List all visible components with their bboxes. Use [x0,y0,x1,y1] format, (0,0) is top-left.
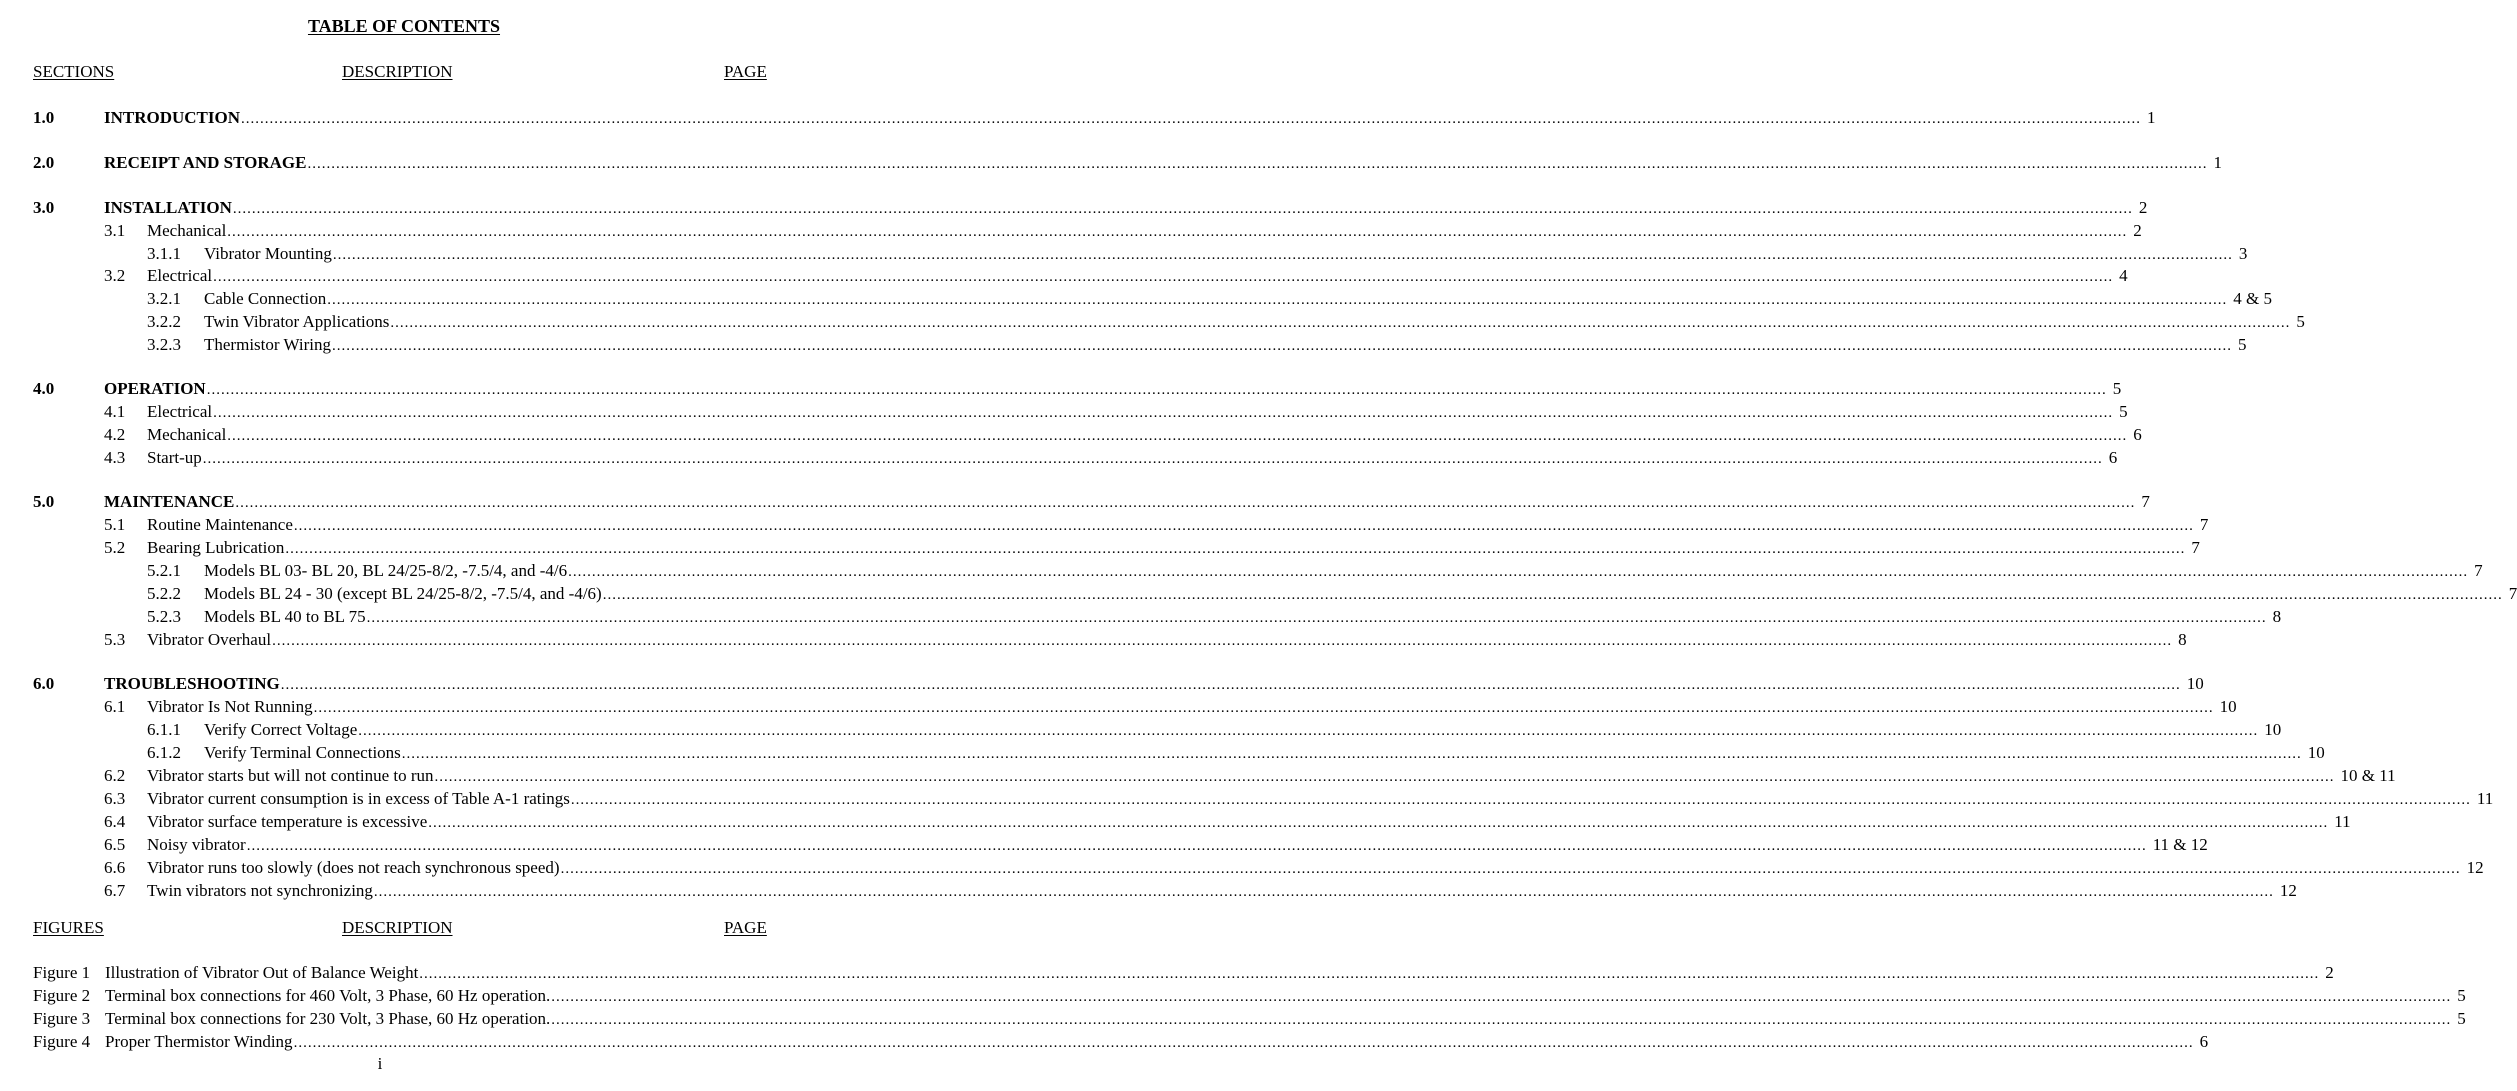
toc-entry-title: Start-up [147,448,202,467]
toc-entry-title: Models BL 03- BL 20, BL 24/25-8/2, -7.5/4, and -4/6 [204,561,568,580]
description-header: DESCRIPTION [342,62,453,81]
toc-entry[interactable] [147,788,2494,810]
toc-number: 5.0 [33,492,55,511]
toc-entry[interactable] [104,152,2222,174]
toc-number: 5.2.2 [147,584,181,603]
figure-entry-title: Illustration of Vibrator Out of Balance Weight [105,963,419,982]
toc-entry-title: Routine Maintenance [147,515,293,534]
toc-entry-title: Twin vibrators not synchronizing [147,881,373,900]
toc-number: 3.1.1 [147,244,181,263]
dot-leader: ................................................................................................................................................................................................................................................................................................................................................................................................................ [235,495,2136,511]
toc-number: 4.0 [33,379,55,398]
toc-entry-page: 12 [2279,881,2297,900]
toc-entry-page: 2 [2133,221,2142,240]
dot-leader: ................................................................................................................................................................................................................................................................................................................................................................................................................ [428,815,2329,831]
toc-entry-page: 6 [2108,448,2118,467]
toc-entry-page: 7 [2508,584,2517,603]
figure-number: Figure 2 [33,986,91,1005]
toc-entry-page: 6 [2133,425,2142,444]
toc-number: 6.1 [104,697,126,716]
toc-number: 5.3 [104,630,126,649]
toc-number: 6.3 [104,789,126,808]
dot-leader: ................................................................................................................................................................................................................................................................................................................................................................................................................ [551,989,2452,1005]
figure-entry-page: 5 [2457,1009,2466,1028]
dot-leader: ................................................................................................................................................................................................................................................................................................................................................................................................................ [241,111,2142,127]
toc-entry[interactable] [147,857,2484,879]
dot-leader: ................................................................................................................................................................................................................................................................................................................................................................................................................ [227,224,2128,240]
dot-leader: ................................................................................................................................................................................................................................................................................................................................................................................................................ [390,315,2291,331]
toc-entry-title: Electrical [147,402,213,421]
toc-entry[interactable] [204,288,2273,310]
toc-entry-title: INTRODUCTION [104,108,241,127]
figures-page-header: PAGE [724,918,767,937]
toc-entry-page: 1 [2213,153,2222,172]
toc-entry[interactable] [104,673,2204,695]
toc-entry-title: Bearing Lubrication [147,538,285,557]
toc-entry-page: 4 & 5 [2233,289,2273,308]
toc-entry-title: Cable Connection [204,289,327,308]
dot-leader: ................................................................................................................................................................................................................................................................................................................................................................................................................ [570,792,2471,808]
toc-number: 4.3 [104,448,126,467]
toc-number: 6.1.2 [147,743,181,762]
toc-entry-page: 5 [2112,379,2122,398]
dot-leader: ................................................................................................................................................................................................................................................................................................................................................................................................................ [313,700,2214,716]
page-number: i [377,1054,383,1073]
toc-entry[interactable] [104,107,2156,129]
toc-entry-title: Models BL 24 - 30 (except BL 24/25-8/2, -7.5/4, and -4/6) [204,584,602,603]
toc-number: 3.2.3 [147,335,181,354]
toc-entry-page: 5 [2237,335,2247,354]
toc-entry-title: Vibrator runs too slowly (does not reach synchronous speed) [147,858,560,877]
toc-number: 3.1 [104,221,126,240]
toc-entry-title: TROUBLESHOOTING [104,674,280,693]
toc-number: 3.2.2 [147,312,181,331]
dot-leader: ................................................................................................................................................................................................................................................................................................................................................................................................................ [213,269,2114,285]
figure-entry-page: 2 [2325,963,2334,982]
toc-entry-title: Verify Terminal Connections [204,743,401,762]
figures-header: FIGURES [33,918,104,937]
figure-entry-title: Terminal box connections for 230 Volt, 3 Phase, 60 Hz operation. [105,1009,551,1028]
toc-number: 3.2.1 [147,289,181,308]
dot-leader: ................................................................................................................................................................................................................................................................................................................................................................................................................ [373,884,2274,900]
toc-number: 6.7 [104,881,126,900]
figure-entry-title: Proper Thermistor Winding [105,1032,293,1051]
toc-entry[interactable] [104,378,2122,400]
toc-entry-title: Vibrator Mounting [204,244,332,263]
toc-entry-page: 4 [2119,266,2128,285]
toc-entry-title: Vibrator Is Not Running [147,697,313,716]
toc-entry[interactable] [147,537,2200,559]
dot-leader: ................................................................................................................................................................................................................................................................................................................................................................................................................ [568,564,2469,580]
toc-entry-title: Verify Correct Voltage [204,720,358,739]
toc-entry-page: 10 [2219,697,2237,716]
toc-entry-title: Models BL 40 to BL 75 [204,607,366,626]
figure-entry-title: Terminal box connections for 460 Volt, 3 Phase, 60 Hz operation. [105,986,551,1005]
page-header: PAGE [724,62,767,81]
toc-entry-page: 1 [2147,108,2156,127]
dot-leader: ................................................................................................................................................................................................................................................................................................................................................................................................................ [327,292,2228,308]
toc-entry[interactable] [204,243,2248,265]
toc-entry-title: Mechanical [147,221,227,240]
figure-entry[interactable] [105,985,2466,1007]
toc-entry-page: 10 [2307,743,2325,762]
toc-number: 6.4 [104,812,126,831]
toc-entry[interactable] [104,197,2148,219]
toc-number: 6.6 [104,858,126,877]
toc-entry-page: 11 [2476,789,2494,808]
toc-entry[interactable] [204,560,2483,582]
dot-leader: ................................................................................................................................................................................................................................................................................................................................................................................................................ [272,633,2173,649]
dot-leader: ................................................................................................................................................................................................................................................................................................................................................................................................................ [331,338,2232,354]
dot-leader: ................................................................................................................................................................................................................................................................................................................................................................................................................ [401,746,2302,762]
toc-entry-page: 7 [2199,515,2209,534]
toc-entry-page: 7 [2191,538,2200,557]
toc-entry-title: Twin Vibrator Applications [204,312,390,331]
toc-entry-title: MAINTENANCE [104,492,235,511]
toc-entry[interactable] [147,880,2297,902]
toc-entry[interactable] [147,696,2237,718]
figure-entry-page: 5 [2457,986,2466,1005]
dot-leader: ................................................................................................................................................................................................................................................................................................................................................................................................................ [358,723,2259,739]
dot-leader: ................................................................................................................................................................................................................................................................................................................................................................................................................ [293,1035,2194,1051]
dot-leader: ................................................................................................................................................................................................................................................................................................................................................................................................................ [307,156,2208,172]
toc-number: 5.1 [104,515,126,534]
figure-entry[interactable] [105,1031,2209,1053]
page-title: TABLE OF CONTENTS [307,16,501,36]
dot-leader: ................................................................................................................................................................................................................................................................................................................................................................................................................ [602,587,2503,603]
toc-number: 3.0 [33,198,55,217]
toc-entry[interactable] [147,265,2128,287]
toc-entry-title: Vibrator current consumption is in excess of Table A-1 ratings [147,789,570,808]
toc-entry[interactable] [147,401,2128,423]
toc-number: 5.2.1 [147,561,181,580]
toc-entry[interactable] [147,629,2187,651]
dot-leader: ................................................................................................................................................................................................................................................................................................................................................................................................................ [285,541,2186,557]
dot-leader: ................................................................................................................................................................................................................................................................................................................................................................................................................ [434,769,2335,785]
dot-leader: ................................................................................................................................................................................................................................................................................................................................................................................................................ [551,1012,2452,1028]
figure-number: Figure 3 [33,1009,91,1028]
toc-entry-title: Mechanical [147,425,227,444]
dot-leader: ................................................................................................................................................................................................................................................................................................................................................................................................................ [206,382,2107,398]
toc-entry[interactable] [147,447,2118,469]
dot-leader: ................................................................................................................................................................................................................................................................................................................................................................................................................ [280,677,2181,693]
toc-entry-title: Vibrator surface temperature is excessive [147,812,428,831]
figure-number: Figure 1 [33,963,91,982]
toc-entry-page: 3 [2238,244,2248,263]
toc-entry-page: 11 & 12 [2152,835,2208,854]
toc-entry-title: RECEIPT AND STORAGE [104,153,307,172]
toc-entry[interactable] [204,583,2517,605]
toc-entry-title: OPERATION [104,379,206,398]
toc-entry[interactable] [204,334,2247,356]
dot-leader: ................................................................................................................................................................................................................................................................................................................................................................................................................ [560,861,2461,877]
toc-entry-page: 8 [2272,607,2282,626]
dot-leader: ................................................................................................................................................................................................................................................................................................................................................................................................................ [232,201,2133,217]
toc-entry-title: Vibrator starts but will not continue to run [147,766,434,785]
toc-number: 6.2 [104,766,126,785]
toc-entry-page: 5 [2119,402,2128,421]
toc-entry-page: 10 [2264,720,2282,739]
sections-header: SECTIONS [33,62,115,81]
dot-leader: ................................................................................................................................................................................................................................................................................................................................................................................................................ [227,428,2128,444]
toc-entry-title: Thermistor Wiring [204,335,331,354]
toc-number: 3.2 [104,266,126,285]
toc-entry-title: Noisy vibrator [147,835,246,854]
toc-entry-title: INSTALLATION [104,198,232,217]
toc-number: 5.2.3 [147,607,181,626]
toc-number: 4.2 [104,425,126,444]
toc-number: 4.1 [104,402,126,421]
toc-number: 6.1.1 [147,720,181,739]
dot-leader: ................................................................................................................................................................................................................................................................................................................................................................................................................ [293,518,2194,534]
toc-entry-page: 8 [2178,630,2187,649]
figure-entry-page: 6 [2199,1032,2209,1051]
toc-entry-title: Electrical [147,266,213,285]
figure-entry[interactable] [105,962,2334,984]
toc-number: 2.0 [33,153,55,172]
toc-entry-title: Vibrator Overhaul [147,630,272,649]
figure-entry[interactable] [105,1008,2466,1030]
toc-entry-page: 5 [2296,312,2305,331]
toc-entry-page: 11 [2334,812,2351,831]
toc-entry[interactable] [147,514,2209,536]
figure-number: Figure 4 [33,1032,91,1051]
toc-entry[interactable] [147,220,2142,242]
toc-entry[interactable] [147,834,2208,856]
toc-number: 1.0 [33,108,55,127]
toc-entry[interactable] [204,606,2282,628]
figures-description-header: DESCRIPTION [342,918,453,937]
toc-entry-page: 10 & 11 [2340,766,2396,785]
dot-leader: ................................................................................................................................................................................................................................................................................................................................................................................................................ [202,451,2103,467]
toc-number: 6.5 [104,835,126,854]
toc-entry[interactable] [204,719,2282,741]
toc-number: 6.0 [33,674,55,693]
toc-entry[interactable] [204,311,2305,333]
dot-leader: ................................................................................................................................................................................................................................................................................................................................................................................................................ [419,966,2320,982]
dot-leader: ................................................................................................................................................................................................................................................................................................................................................................................................................ [213,405,2114,421]
toc-entry[interactable] [147,811,2351,833]
toc-entry[interactable] [147,424,2142,446]
toc-entry-page: 10 [2186,674,2204,693]
toc-entry-page: 7 [2141,492,2150,511]
toc-entry-page: 2 [2138,198,2148,217]
dot-leader: ................................................................................................................................................................................................................................................................................................................................................................................................................ [366,610,2267,626]
toc-entry-page: 7 [2474,561,2483,580]
dot-leader: ................................................................................................................................................................................................................................................................................................................................................................................................................ [246,838,2147,854]
toc-number: 5.2 [104,538,126,557]
toc-entry-page: 12 [2466,858,2484,877]
toc-entry[interactable] [104,491,2150,513]
dot-leader: ................................................................................................................................................................................................................................................................................................................................................................................................................ [332,247,2233,263]
toc-entry[interactable] [147,765,2396,787]
toc-entry[interactable] [204,742,2325,764]
